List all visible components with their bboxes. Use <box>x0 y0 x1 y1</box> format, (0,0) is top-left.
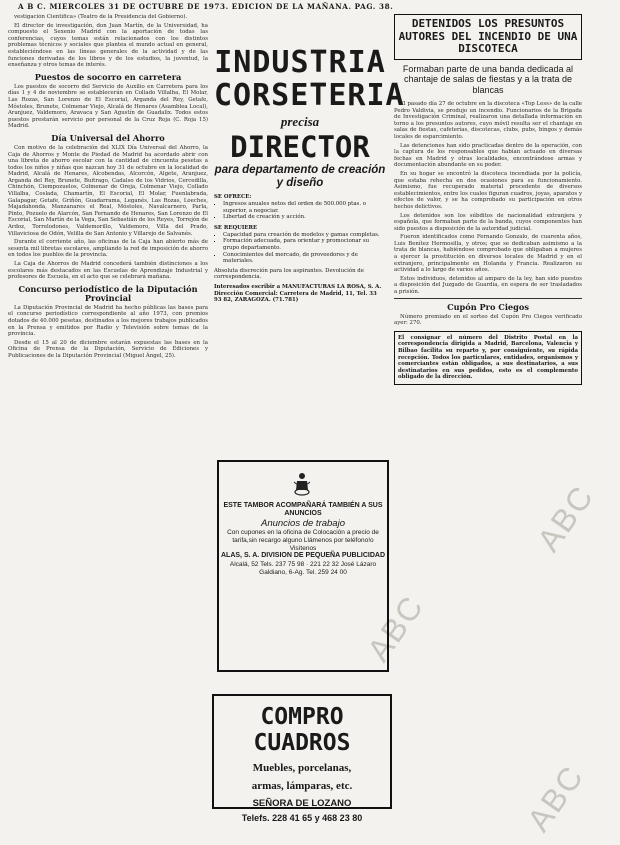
ad-requiere-title: SE REQUIERE <box>214 224 258 231</box>
ad-ofrece-list <box>214 201 386 221</box>
article-para: Las detenciones han sido practicadas dentro de la operación, con la captura de los responsables que habían actuado en diversas fechas en Madrid y otras localidades, encontrándose armas y documentación abundante en su poder. <box>394 142 582 169</box>
ad-industria-foot2: Interesados escribir a MANUFACTURAS LA ROSA, S. A. Dirección Comercial: Carretera de Madrid, 11, Tel. 33 93 82, ZARAGOZA. (71.781) <box>214 283 382 304</box>
article-deck: Formaban parte de una banda dedicada al chantaje de salas de fiestas y a la trata de blancas <box>402 63 574 95</box>
article-headline: DETENIDOS LOS PRESUNTOS AUTORES DEL INCENDIO DE UNA DISCOTECA <box>394 14 582 60</box>
ad-ofrece-item: ▪ Libertad de creación y acción. <box>223 214 386 221</box>
section-title-concurso: Concurso periodístico de la Diputación Provincial <box>18 283 198 303</box>
ad-compro-phones: Telefs. 228 41 65 y 468 23 80 <box>241 813 363 823</box>
ad-industria-precisa: precisa <box>280 114 320 129</box>
article-para: Fueron identificados como Fernando Gonzalo, de cuarenta años, Luis Benítez Hermosilla, y otros; que se dedicaban asimismo a la trata de blancas, habiéndose comprobado que obligaban a mujeres a ejercer la prostitución en diversos locales de Madrid y en el extranjero, principalmente en Holanda y Francia. Realizaron su actividad a lo largo de varios años. <box>394 234 582 274</box>
ad-alas-t5: Alcalá, 52 Tels. 237 75 98 · 221 22 32 José Lázaro Galdiano, 6-Ag. Tel. 259 24 00 <box>229 560 377 576</box>
ad-industria-sub: para departamento de creación y diseño <box>214 164 386 189</box>
concurso-para-2: Desde el 15 al 20 de diciembre estarán expuestas las bases en la Oficina de Prensa de la Diputación, Servicio de Ediciones y Publicaciones de la Diputación Provincial (Miguel Ángel, 25). <box>8 339 208 359</box>
ahorro-para-3: La Caja de Ahorros de Madrid concederá también distinciones a los escolares más destacados en las Escuelas de Aprendizaje Industrial y profesores de Escuela, en el acto que se celebrará mañana. <box>8 261 208 281</box>
column-right <box>394 14 582 842</box>
ahorro-para-2: Durante el corriente año, las oficinas de la Caja han abierto más de sesenta mil libretas escolares, ampliando la red de imposición de ahorro en todos los pueblos de la provincia. <box>8 239 208 259</box>
ad-compro-line3: armas, lámparas, etc. <box>251 780 353 792</box>
column-left <box>8 14 208 842</box>
ad-alas-t1: ESTE TAMBOR ACOMPAÑARÁ TAMBIÉN A SUS ANUNCIOS <box>223 502 383 517</box>
article-para: Estos individuos, detenidos al amparo de la ley, han sido puestos a disposición del Juzgado de Guardia, en espera de ser trasladados a prisión. <box>394 275 582 296</box>
page-header: A B C. MIERCOLES 31 DE OCTUBRE DE 1973. EDICION DE LA MAÑANA. PAG. 38. <box>18 2 394 11</box>
ad-requiere-list <box>214 232 386 265</box>
article-para: El pasado día 27 de octubre en la discoteca «Top Less» de la calle Pedro Valdivia, se produjo un incendio. Funcionarios de la Brigada de Investigación Criminal, realizaron una detallada información en torno a los presuntos autores, cuyo móvil resulta ser el chantaje en salas de fiestas, cafeterías, discotecas, clubs, pubs, bingos y demás locales de esparcimiento. <box>394 101 582 140</box>
article-para: Los detenidos son los súbditos de nacionalidad extranjera y española, que formaban parte de la banda, cuyos componentes han sido puestos a disposición de la autoridad judicial. <box>394 212 582 232</box>
cupon-title: Cupón Pro Ciegos <box>447 301 529 312</box>
watermark-text: ABC <box>360 588 431 668</box>
ad-industria-line2: CORSETERIA <box>214 78 405 113</box>
postal-notice: El consignar el número del Distrito Postal en la correspondencia dirigida a Madrid, Barcelona, Valencia y Bilbao facilita su reparto y, por consiguiente, su rápida recepción. Todos los particulares, entidades, organismos y comerciantes están obligados, a sus destinatarios, a sus destinatarios en sus pedidos, esto es el complemento obligado de la dirección. <box>394 331 582 385</box>
divider <box>394 298 582 299</box>
ad-alas-t4: ALAS, S. A. DIVISION DE PEQUEÑA PUBLICIDAD <box>221 552 385 560</box>
ad-compro-name: SEÑORA DE LOZANO <box>252 798 352 809</box>
intro-para-2: El director de investigación, don Juan Martín, de la Universidad, ha compuesto el Sexenio Madrid con la aportación de todas las conferencias, cuyos temas están relacionados con los distintos problemas técnicos y sociales que plantea el mundo actual en general, estableciéndose en las líneas generales de la actividad y de las funciones derivadas de los libros y de los estudios, la juventud, la enseñanza y otros temas de interés. <box>8 22 208 69</box>
ad-compro-title: COMPRO CUADROS <box>253 704 351 756</box>
concurso-para-1: La Diputación Provincial de Madrid ha hecho públicas las bases para el concurso periodístico correspondiente al año 1973, con premios dotados de 40.000 pesetas, destinados a los mejores trabajos publicados en la Prensa y emitidos por Radio y Televisión sobre temas de la provincia. <box>8 304 208 338</box>
ahorro-para-1: Con motivo de la celebración del XLIX Día Universal del Ahorro, la Caja de Ahorros y Monte de Piedad de Madrid ha acordado abrir con una libreta de ahorro escolar con la cantidad de cincuenta pesetas a todos los niños y niñas que nazcan hoy 31 de octubre en la localidad de Madrid, Alcalá de Henares, Alcobendas, Alcorcón, Algete, Aranjuez, Arganda del Rey, Brunete, Buitrago, Cadalso de los Vidrios, Cercedilla, Chinchón, Ciempozuelos, Colmenar de Oreja, Colmenar Viejo, Collado Villalba, Coslada, Chamartín, El Escorial, El Molar, Fuenlabrada, Galapagar, Getafe, Griñón, Guadarrama, Leganés, Las Rozas, Loeches, Majadahonda, Manzanares el Real, Móstoles, Navalcarnero, Parla, Pinto, Pozuelo de Alarcón, San Fernando de Henares, San Lorenzo de El Escorial, San Martín de la Vega, San Sebastián de los Reyes, Torrejón de Ardoz, Torrelodones, Valdemorillo, Valdemoro, Villa del Prado, Villaviciosa de Odón, Velilla de San Antonio y Villarejo de Salvanés. <box>8 144 208 237</box>
ad-ofrece-item: ▪ Ingresos anuales netos del orden de 500.000 ptas. o superior, a negociar. <box>223 201 386 214</box>
ad-requiere-item: ▪ Capacidad para creación de modelos y gamas completas. <box>223 232 386 239</box>
socorro-para: Los puestos de socorro del Servicio de Auxilio en Carretera para los días 1 y 4 de noviembre se establecerán en Collado Villalba, El Molar, Las Rozas, San Lorenzo de El Escorial, Arganda del Rey, Getafe, Móstoles, Brunete, Colmenar Viejo, Alcalá de Henares (Asamblea Local), Aranjuez, Valdemoro, Aravaca y San Agustín de Guadalix. Todos estos puestos prestarán servicio por personal de la Cruz Roja (C. Roja 15) Madrid. <box>8 83 208 130</box>
section-title-ahorro: Día Universal del Ahorro <box>51 132 165 143</box>
watermark-text-3: ABC <box>520 758 591 838</box>
intro-para-1: vestigación Científica» (Teatro de la Presidencia del Gobierno). <box>14 14 188 20</box>
ad-industria-director: DIRECTOR <box>230 130 370 164</box>
drummer-icon <box>291 472 313 498</box>
ad-industria-line1: INDUSTRIA <box>214 45 386 80</box>
article-para: En su hogar se encontró la discoteca incendiada por la policía, que estaba rehecha en dos ocasiones para su funcionamiento. Asimismo, fue recuperado material procedente de diversos establecimientos, entre los cuales figuran cuadros, joyas, aparatos y efectos de valor, y se ha comprobado su participación en otros hechos delictivos. <box>394 170 582 210</box>
ad-ofrece-title: SE OFRECE: <box>214 194 252 200</box>
ad-alas-t2: Anuncios de trabajo <box>261 518 345 529</box>
ad-requiere-item: ▪ Conocimientos del mercado, de proveedores y de materiales. <box>223 252 386 265</box>
ad-compro-line2: Muebles, porcelanas, <box>252 762 352 774</box>
ad-industria-foot1: Absoluta discreción para los aspirantes. Devolución de correspondencia. <box>214 267 364 281</box>
ad-alas-publicidad <box>217 460 389 672</box>
ad-compro-cuadros <box>212 694 392 823</box>
ad-requiere-item: ▪ Formación adecuada, para orientar y promocionar su grupo departamento. <box>223 238 386 251</box>
watermark-text-2: ABC <box>530 478 601 558</box>
ad-alas-t3: Con cupones en la oficina de Colocación a precio de tarifa,sin recargo alguno Llámenos por teléfono!o Visítenos <box>227 529 379 552</box>
ad-industria-corseteria <box>214 45 405 362</box>
cupon-text: Número premiado en el sorteo del Cupón Pro Ciegos verificado ayer: 270. <box>394 313 582 327</box>
section-title-socorro: Puestos de socorro en carretera <box>34 71 182 82</box>
